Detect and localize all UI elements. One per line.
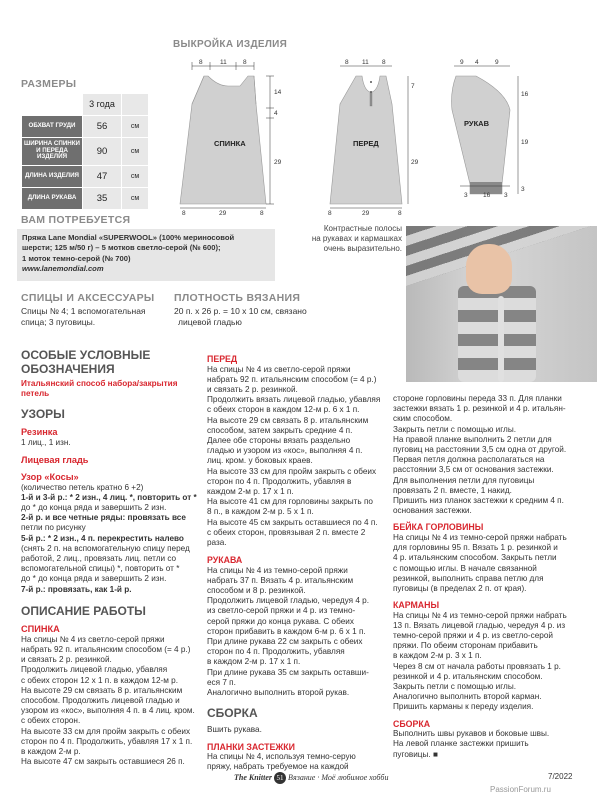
- assembly-text: Вшить рукава.: [207, 725, 262, 735]
- size-row-unit: см: [122, 187, 149, 209]
- size-row-label: ДЛИНА ИЗДЕЛИЯ: [22, 165, 83, 187]
- needles-text: [21, 306, 146, 328]
- sleeve-bottom-dim: 3: [504, 192, 508, 199]
- back-piece: [180, 59, 282, 217]
- sleeve-line: в каждом 2-м р. 17 х 1 п.: [207, 657, 301, 667]
- watermark: PassionForum.ru: [490, 785, 551, 794]
- need-line: 1 моток темно-серой (№ 700): [22, 253, 131, 263]
- sleeve-line: серой пряжи до конца рукава. С обеих: [207, 616, 354, 626]
- caption-line: на рукавах и кармашках: [311, 234, 402, 243]
- sleeve-line: Аналогично выполнить второй рукав.: [207, 688, 350, 698]
- issue-number: 7/2022: [548, 772, 573, 781]
- front-right-dim: 29: [411, 159, 419, 166]
- back-line: На спицы № 4 из светло-серой пряжи: [21, 634, 165, 644]
- back-top-dim: 8: [243, 59, 247, 66]
- sizes-table: [21, 93, 149, 210]
- back-line: с обеих сторон.: [21, 716, 81, 726]
- front-line: с обеих сторон, провязывая 2 п. вместе 2: [207, 527, 366, 537]
- pockets-line: Аналогично выполнить второй карман.: [393, 692, 542, 702]
- schematic-caption: [270, 224, 402, 254]
- sleeve-piece: [452, 59, 529, 199]
- sleeve-line: Продолжить лицевой гладью, чередуя 4 р.: [207, 596, 370, 606]
- footer-center: [234, 772, 388, 784]
- front-line: Далее обе стороны вязать раздельно: [207, 435, 351, 445]
- rib-text: 1 лиц., 1 изн.: [21, 438, 71, 448]
- front-line: способом, затем закрыть средние 4 п.: [207, 425, 353, 435]
- front-piece: [328, 59, 419, 217]
- caption-line: Контрастные полосы: [323, 224, 402, 233]
- front-line: На высоте 45 см закрыть оставшиеся по 4 п.: [207, 517, 378, 527]
- need-title: ВАМ ПОТРЕБУЕТСЯ: [21, 214, 131, 226]
- end-mark: ■: [432, 749, 438, 759]
- work-title: ОПИСАНИЕ РАБОТЫ: [21, 603, 146, 618]
- sizes-title: РАЗМЕРЫ: [21, 78, 77, 90]
- size-row-unit: см: [122, 165, 149, 187]
- size-row-unit: см: [122, 115, 149, 137]
- front-line: раза.: [207, 537, 227, 547]
- cable-line: (снять 2 п. на вспомогательную спицу перед: [21, 543, 190, 553]
- back-line: в каждом 2-м р.: [21, 747, 81, 757]
- back-line: сторон по 4 п. Продолжить, убавляя 17 х 1 п.: [21, 736, 193, 746]
- cable-line: петли по рисунку: [21, 523, 86, 533]
- cable-line: до * до конца ряда и завершить 2 изн.: [21, 574, 167, 584]
- product-photo: [406, 226, 597, 382]
- placket-cont-line: стороне горловины переда 33 п. Для планки: [393, 394, 562, 403]
- pockets-title: КАРМАНЫ: [393, 600, 440, 611]
- needles-line: спица; 3 пуговицы.: [21, 317, 96, 327]
- back-right-dim: 4: [274, 110, 278, 117]
- back-line: с обеих сторон 12 х 1 п. в каждом 12-м р.: [21, 675, 179, 685]
- front-line: На высоте 29 см связать 8 р. итальянским: [207, 415, 369, 425]
- front-line: набрать 92 п. итальянским способом (= 4 р.): [207, 374, 377, 384]
- child-hand: [466, 244, 512, 294]
- sleeve-bottom-dim: 16: [483, 192, 491, 199]
- cable-title: Узор «Косы»: [21, 471, 79, 482]
- size-row-label: ДЛИНА РУКАВА: [22, 187, 83, 209]
- placket-cont-line: пуговиц на расстоянии 3,5 см одна от другой.: [393, 445, 567, 455]
- pockets-line: в каждом 2-м р. 3 х 1 п.: [393, 651, 482, 661]
- sleeve-top-dim: 9: [460, 59, 464, 66]
- caption-line: очень выразительно.: [323, 244, 402, 253]
- placket-cont-line: На правой планке выполнить 2 петли для: [393, 434, 552, 444]
- size-row-value: 90: [83, 137, 122, 165]
- column-1: [21, 348, 201, 767]
- sleeve-right-dim: 3: [521, 186, 525, 193]
- need-line: Пряжа Lane Mondial «SUPERWOOL» (100% мериносовой: [22, 233, 235, 242]
- size-row-label: ОБХВАТ ГРУДИ: [22, 115, 83, 137]
- sleeve-line: способом и 8 р. резинкой.: [207, 586, 306, 596]
- gauge-text: [174, 306, 307, 328]
- needles-line: Спицы № 4; 1 вспомогательная: [21, 306, 146, 316]
- size-row-value: 56: [83, 115, 122, 137]
- column-3: [393, 394, 583, 760]
- assembly-final-line: Выполнить швы рукавов и боковые швы.: [393, 729, 550, 739]
- back-top-dim: 8: [199, 59, 203, 66]
- sleeve-bottom-dim: 3: [464, 192, 468, 199]
- back-line: способом. Продолжить лицевой гладью и: [21, 696, 180, 706]
- neckband-line: резинкой, выполнить справа петлю для: [393, 573, 544, 583]
- cable-line: 7-й р.: провязать, как 1-й р.: [21, 584, 132, 594]
- magazine-subtitle: Вязание · Моё любимое хобби: [288, 773, 389, 782]
- gauge-line: 20 п. х 26 р. = 10 х 10 см, связано: [174, 306, 307, 316]
- pockets-line: Через 8 см от начала работы провязать 1 р.: [393, 661, 561, 671]
- placket-line: На спицы № 4, используя темно-серую: [207, 752, 356, 761]
- front-label: ПЕРЕД: [353, 139, 379, 148]
- back-title: СПИНКА: [21, 623, 60, 634]
- rib-title: Резинка: [21, 427, 58, 438]
- front-line: и связать 2 р. резинкой.: [207, 384, 298, 394]
- placket-cont-line: ским способом.: [393, 414, 453, 424]
- size-row-unit: см: [122, 137, 149, 165]
- pockets-line: Закрыть петли с помощью иглы.: [393, 682, 516, 692]
- front-line: с обеих сторон в каждом 12-м р. 6 х 1 п.: [207, 405, 360, 415]
- neckband-line: для горловины 95 п. Вязать 1 р. резинкой и: [393, 543, 558, 553]
- gauge-title: ПЛОТНОСТЬ ВЯЗАНИЯ: [174, 292, 301, 304]
- cable-line: до * до конца ряда и завершить 2 изн.: [21, 503, 167, 513]
- front-line: лиц. кром. у боковых краев.: [207, 456, 313, 466]
- placket-title: ПЛАНКИ ЗАСТЕЖКИ: [207, 741, 295, 752]
- front-line: На высоте 33 см для пройм закрыть с обеих: [207, 466, 377, 476]
- cable-line: 1-й и 3-й р.: * 2 изн., 4 лиц. *, повторить от *: [21, 492, 197, 502]
- back-line: узором из «кос», выполняя 4 п. в 4 лиц. кром.: [21, 706, 195, 716]
- sleeve-line: На спицы № 4 из темно-серой пряжи: [207, 565, 348, 575]
- column-2: [207, 354, 397, 772]
- toy-clip: [498, 296, 504, 382]
- assembly-final-line: На левой планке застежки пришить: [393, 739, 529, 749]
- back-line: Продолжить лицевой гладью, убавляя: [21, 665, 168, 675]
- back-label: СПИНКА: [214, 139, 246, 148]
- patterns-title: УЗОРЫ: [21, 407, 65, 422]
- neckband-line: 4 р. итальянским способом. Закрыть петли: [393, 553, 557, 563]
- placket-cont-line: Первая петля должна располагаться на: [393, 455, 545, 465]
- front-bottom-dim: 29: [362, 210, 370, 217]
- gauge-line: лицевой гладью: [178, 317, 242, 327]
- front-top-dim: 8: [382, 59, 386, 66]
- placket-line: пряжу, набрать требуемое на каждой: [207, 762, 349, 772]
- front-top-dim: 11: [362, 59, 369, 66]
- pockets-line: резинкой и 4 р. итальянским способом.: [393, 671, 543, 681]
- size-row-value: 47: [83, 165, 122, 187]
- sleeve-right-dim: 16: [521, 91, 529, 98]
- back-line: На высоте 33 см для пройм закрыть с обеих: [21, 726, 191, 736]
- placket-cont-line: Для выполнения петли для пуговицы: [393, 475, 535, 485]
- size-row-value: 35: [83, 187, 122, 209]
- sleeve-top-dim: 9: [495, 59, 499, 66]
- front-line: 8 п., в каждом 2-м р. 5 х 1 п.: [207, 507, 314, 517]
- sleeve-line: При длине рукава 22 см закрыть с обеих: [207, 637, 363, 647]
- assembly-final-last: пуговицы.: [393, 749, 431, 759]
- assembly-final-line: [393, 750, 583, 760]
- front-line: гладью и узором из «кос», выполняя 4 п.: [207, 446, 363, 456]
- sleeve-top-dim: 4: [475, 59, 479, 66]
- neckband-line: На спицы № 4 из темно-серой пряжи набрать: [393, 532, 567, 542]
- back-top-dim: 11: [220, 59, 227, 66]
- cable-line: 5-й р.: * 2 изн., 4 п. перекрестить налево: [21, 533, 184, 543]
- placket-cont-line: Пришить низ планок застежки к средним 4 п.: [393, 496, 564, 506]
- size-label: 3 года: [83, 94, 122, 116]
- placket-cont-line: Закрыть петли с помощью иглы.: [393, 424, 516, 434]
- cable-line: работой, 2 лиц., провязать лиц. петли со: [21, 554, 177, 564]
- placket-cont-line: основания застежки.: [393, 506, 472, 516]
- front-right-dim: 7: [411, 83, 415, 90]
- need-line: шерсти; 125 м/50 г) – 5 мотков светло-серой (№ 600);: [22, 243, 221, 253]
- sleeve-line: из светло-серой пряжи и 4 р. из темно-: [207, 606, 356, 616]
- back-right-dim: 29: [274, 159, 282, 166]
- pockets-line: На спицы № 4 из темно-серой пряжи набрать: [393, 610, 567, 620]
- front-line: сторон по 4 п. Продолжить, убавляя в: [207, 476, 352, 486]
- sleeve-line: При длине рукава 35 см закрыть оставши-: [207, 667, 369, 677]
- neckband-title: БЕЙКА ГОРЛОВИНЫ: [393, 522, 484, 533]
- front-line: На спицы № 4 из светло-серой пряжи: [207, 364, 351, 374]
- front-line: Продолжить вязать лицевой гладью, убавляя: [207, 395, 381, 405]
- special-title: ОСОБЫЕ УСЛОВНЫЕ ОБОЗНАЧЕНИЯ: [21, 348, 151, 376]
- stockinette-title: Лицевая гладь: [21, 454, 89, 465]
- sleeves-title: РУКАВА: [207, 555, 243, 566]
- front-title: ПЕРЕД: [207, 354, 238, 364]
- cable-line: 2-й р. и все четные ряды: провязать все: [21, 513, 186, 523]
- cable-line: (количество петель кратно 6 +2): [21, 482, 144, 492]
- needles-title: СПИЦЫ И АКСЕССУАРЫ: [21, 292, 155, 304]
- front-line: На высоте 41 см для горловины закрыть по: [207, 497, 373, 507]
- pattern-schematic: [170, 52, 597, 217]
- pattern-title: ВЫКРОЙКА ИЗДЕЛИЯ: [173, 39, 288, 50]
- back-line: и связать 2 р. резинкой.: [21, 655, 112, 665]
- front-bottom-dim: 8: [398, 210, 402, 217]
- placket-cont-line: застежки вязать 1 р. резинкой и 4 р. итальян-: [393, 404, 566, 414]
- pockets-line: пряжи. По обеим сторонам прибавить: [393, 641, 538, 651]
- cable-line: вспомогательной спицы) *, повторить от *: [21, 564, 180, 574]
- pockets-line: темно-серой пряжи и 4 р. из светло-серой: [393, 631, 553, 641]
- front-top-dim: 8: [345, 59, 349, 66]
- neckband-line: пуговицы (в пределах 2 п. от края).: [393, 583, 527, 593]
- pockets-line: 13 п. Вязать лицевой гладью, чередуя 4 р. из: [393, 620, 566, 630]
- sleeve-label: РУКАВ: [464, 119, 489, 128]
- back-bottom-dim: 29: [219, 210, 227, 217]
- pocket: [458, 286, 536, 382]
- front-line: каждом 2-м р. 17 х 1 п.: [207, 486, 294, 496]
- need-text: [22, 233, 274, 274]
- assembly-final-title: СБОРКА: [393, 718, 431, 729]
- assembly-title: СБОРКА: [207, 706, 258, 721]
- sleeve-right-dim: 19: [521, 139, 529, 146]
- placket-cont-line: расстоянии 3,5 см от основания застежки.: [393, 465, 554, 475]
- placket-cont-line: провязать 2 п. вместе, 1 накид.: [393, 485, 512, 495]
- sleeve-line: еся 7 п.: [207, 677, 236, 687]
- back-bottom-dim: 8: [260, 210, 264, 217]
- special-item: Итальянский способ набора/закрытия петель: [21, 379, 178, 399]
- page-number: 51: [274, 772, 286, 784]
- neckband-line: с помощью иглы. В начале связанной: [393, 563, 537, 573]
- size-row-label: ШИРИНА СПИНКИ И ПЕРЕДА ИЗДЕЛИЯ: [22, 137, 83, 165]
- pockets-line: Пришить карманы к переду изделия.: [393, 702, 534, 712]
- back-line: На высоте 47 см закрыть оставшиеся 26 п.: [21, 757, 185, 767]
- front-bottom-dim: 8: [328, 210, 332, 217]
- sleeve-line: сторон по 4 п. Продолжить, убавляя: [207, 647, 345, 657]
- need-link[interactable]: www.lanemondial.com: [22, 263, 104, 273]
- back-line: набрать 92 п. итальянским способом (= 4 р.): [21, 645, 191, 655]
- back-right-dim: 14: [274, 89, 282, 96]
- sleeve-line: набрать 37 п. Вязать 4 р. итальянским: [207, 575, 354, 585]
- back-bottom-dim: 8: [182, 210, 186, 217]
- sleeve-line: сторон прибавить в каждом 6-м р. 6 х 1 п.: [207, 626, 366, 636]
- magazine-name: The Knitter: [234, 773, 273, 782]
- back-line: На высоте 29 см связать 8 р. итальянским: [21, 685, 183, 695]
